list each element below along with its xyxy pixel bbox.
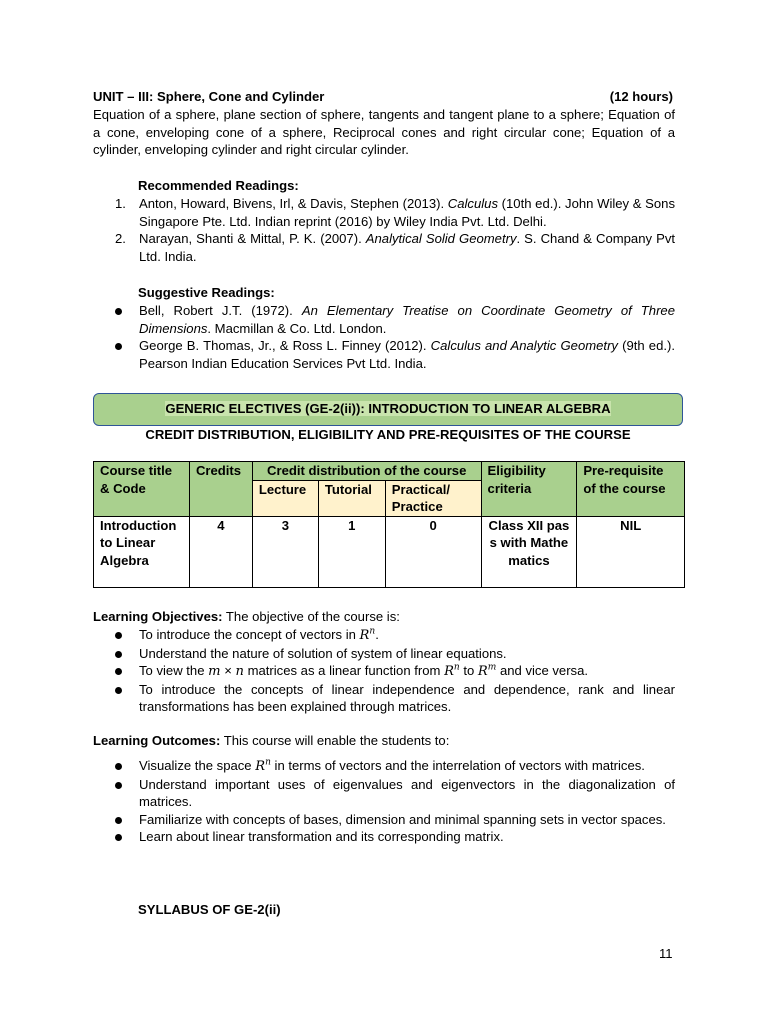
outcome-item: Visualize the space $R^n$ in terms of vectors and the interrelation of vectors with matrices.: [93, 757, 675, 776]
syllabus-heading: SYLLABUS OF GE-2(ii): [138, 902, 281, 917]
bullet-icon: [115, 343, 122, 350]
recommended-heading: Recommended Readings:: [138, 178, 299, 193]
objectives-intro: The objective of the course is:: [222, 609, 400, 624]
credit-heading: CREDIT DISTRIBUTION, ELIGIBILITY AND PRE-REQUISITES OF THE COURSE: [145, 427, 631, 442]
bullet-icon: [115, 834, 122, 841]
credit-table: [93, 461, 685, 588]
header-lecture: Lecture: [252, 480, 318, 516]
outcomes-label: Learning Outcomes:: [93, 733, 221, 748]
item-number: 2.: [115, 231, 126, 247]
bullet-icon: [115, 632, 122, 639]
outcomes-heading: [93, 732, 675, 750]
header-practical: Practical/ Practice: [385, 480, 481, 516]
cell-prerequisite: NIL: [577, 516, 685, 587]
table-row: [94, 516, 685, 587]
cell-eligibility: Class XII pass with Mathematics: [481, 516, 577, 587]
objectives-label: Learning Objectives:: [93, 609, 223, 624]
header-course: Course title & Code: [94, 462, 190, 517]
unit-title: UNIT – III: Sphere, Cone and Cylinder: [93, 89, 325, 104]
objectives-list: [93, 626, 675, 716]
outcome-item: Understand important uses of eigenvalues and eigenvectors in the diagonalization of matrices.: [93, 776, 675, 811]
objective-item: To view the m × n matrices as a linear function from $R^n$ to $R^m$ and vice versa.: [93, 662, 675, 681]
cell-practical: 0: [385, 516, 481, 587]
suggestive-heading: Suggestive Readings:: [138, 285, 275, 300]
cell-lecture: 3: [252, 516, 318, 587]
objectives-heading: [93, 608, 675, 626]
unit-heading: [93, 88, 675, 106]
cell-course: Introduction to Linear Algebra: [94, 516, 190, 587]
recommended-list: [93, 195, 675, 265]
outcome-item: Familiarize with concepts of bases, dimension and minimal spanning sets in vector spaces.: [93, 811, 675, 829]
objective-item: To introduce the concepts of linear independence and dependence, rank and linear transformations has been explained through matrices.: [93, 681, 675, 716]
outcomes-list: [93, 757, 675, 846]
cell-tutorial: 1: [318, 516, 385, 587]
outcome-item: Learn about linear transformation and its corresponding matrix.: [93, 828, 675, 846]
suggestive-list: [93, 302, 675, 372]
bullet-icon: [115, 763, 122, 770]
recommended-item: 2. Narayan, Shanti & Mittal, P. K. (2007). Analytical Solid Geometry. S. Chand & Company Pvt Ltd. India.: [115, 231, 675, 264]
header-distribution: Credit distribution of the course: [252, 462, 481, 481]
bullet-icon: [115, 668, 122, 675]
bullet-icon: [115, 687, 122, 694]
bullet-icon: [115, 817, 122, 824]
suggestive-item: George B. Thomas, Jr., & Ross L. Finney (2012). Calculus and Analytic Geometry (9th ed.). Pearson Indian Education Services Pvt Ltd. India.: [93, 337, 675, 372]
outcomes-intro: This course will enable the students to:: [220, 733, 450, 748]
cell-credits: 4: [189, 516, 252, 587]
objective-item: Understand the nature of solution of system of linear equations.: [93, 645, 675, 663]
recommended-item: 1. Anton, Howard, Bivens, Irl, & Davis, Stephen (2013). Calculus (10th ed.). John Wiley & Sons Singapore Pte. Ltd. Indian reprint (2016) by Wiley India Pvt. Ltd. Delhi.: [115, 196, 675, 229]
bullet-icon: [115, 782, 122, 789]
objective-item: To introduce the concept of vectors in $R^n$.: [93, 626, 675, 645]
header-prerequisite: Pre-requisite of the course: [577, 462, 685, 517]
header-eligibility: Eligibility criteria: [481, 462, 577, 517]
table-header-row: [94, 462, 685, 481]
header-credits: Credits: [189, 462, 252, 517]
suggestive-item: Bell, Robert J.T. (1972). An Elementary Treatise on Coordinate Geometry of Three Dimensions. Macmillan & Co. Ltd. London.: [93, 302, 675, 337]
course-banner-text: GENERIC ELECTIVES (GE-2(ii)): INTRODUCTION TO LINEAR ALGEBRA: [165, 401, 611, 416]
course-banner: [93, 393, 683, 426]
header-tutorial: Tutorial: [318, 480, 385, 516]
bullet-icon: [115, 651, 122, 658]
item-number: 1.: [115, 196, 126, 211]
bullet-icon: [115, 308, 122, 315]
unit-description: Equation of a sphere, plane section of sphere, tangents and tangent plane to a sphere; Equation of a cone, enveloping cone of a sphere, Reciprocal cones and right circular cone; Equation of a cylinder, enveloping cylinder and right circular cylinder.: [93, 107, 675, 158]
unit-hours: (12 hours): [609, 89, 673, 104]
page-number: 11: [659, 946, 673, 961]
